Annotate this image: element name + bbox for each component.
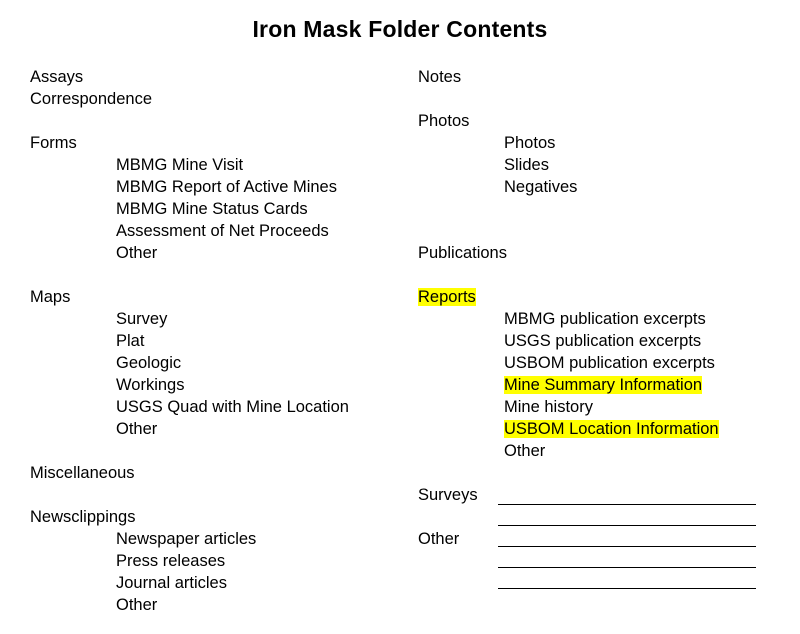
line-spacer	[418, 198, 788, 220]
item-label: Correspondence	[30, 90, 152, 108]
category-item	[30, 66, 410, 88]
item-label: Notes	[418, 68, 462, 86]
item-label: Geologic	[116, 354, 182, 372]
item-label: USGS publication excerpts	[504, 332, 702, 350]
subcategory-item	[504, 352, 788, 374]
highlighted-label: Mine Summary Information	[504, 376, 703, 394]
subcategory-item	[504, 308, 788, 330]
category-item	[30, 132, 410, 154]
line-spacer	[30, 264, 410, 286]
subcategory-item	[504, 132, 788, 154]
item-label: Negatives	[504, 178, 578, 196]
item-label: Mine history	[504, 398, 593, 416]
subcategory-item	[116, 176, 410, 198]
item-label: Newsclippings	[30, 508, 136, 526]
item-label: Other	[116, 244, 158, 262]
category-item	[30, 506, 410, 528]
item-label: USBOM publication excerpts	[504, 354, 715, 372]
item-label: Photos	[418, 112, 470, 130]
item-label: Press releases	[116, 552, 226, 570]
subcategory-item	[116, 572, 410, 594]
line-spacer	[418, 462, 788, 484]
item-label: Surveys	[418, 486, 478, 504]
subcategory-item	[504, 440, 788, 462]
blank-line	[498, 568, 756, 589]
subcategory-item	[504, 374, 788, 396]
item-label: Forms	[30, 134, 77, 152]
blank-line	[498, 547, 756, 568]
category-item	[30, 462, 410, 484]
page-title: Iron Mask Folder Contents	[252, 16, 548, 42]
item-label: Maps	[30, 288, 71, 306]
item-label: Publications	[418, 244, 507, 262]
item-label: Survey	[116, 310, 168, 328]
item-label: Workings	[116, 376, 185, 394]
line-spacer	[30, 484, 410, 506]
subcategory-item	[504, 418, 788, 440]
item-label: MBMG Mine Status Cards	[116, 200, 308, 218]
subcategory-item	[504, 330, 788, 352]
item-label: Miscellaneous	[30, 464, 135, 482]
left-column	[30, 66, 410, 616]
item-label: Photos	[504, 134, 556, 152]
item-label: Newspaper articles	[116, 530, 257, 548]
document-page	[0, 16, 800, 634]
item-label: Slides	[504, 156, 549, 174]
subcategory-item	[116, 308, 410, 330]
highlighted-label: Reports	[418, 288, 476, 306]
item-label: Assessment of Net Proceeds	[116, 222, 329, 240]
category-item	[418, 66, 788, 88]
subcategory-item	[504, 176, 788, 198]
item-label: Other	[116, 420, 158, 438]
subcategory-item	[504, 396, 788, 418]
subcategory-item	[116, 396, 410, 418]
category-item	[30, 286, 410, 308]
blank-line	[498, 505, 756, 526]
item-label: Other	[504, 442, 546, 460]
item-label: USGS Quad with Mine Location	[116, 398, 349, 416]
line-spacer	[30, 110, 410, 132]
item-label: MBMG publication excerpts	[504, 310, 706, 328]
category-item	[30, 88, 410, 110]
subcategory-item	[116, 154, 410, 176]
subcategory-item	[116, 550, 410, 572]
highlighted-label: USBOM Location Information	[504, 420, 719, 438]
subcategory-item	[116, 198, 410, 220]
blank-write-in-lines	[498, 484, 756, 589]
subcategory-item	[116, 418, 410, 440]
subcategory-item	[116, 220, 410, 242]
item-label: Plat	[116, 332, 145, 350]
item-label: Other	[116, 596, 158, 614]
line-spacer	[418, 264, 788, 286]
item-label: Other	[418, 530, 460, 548]
line-spacer	[418, 220, 788, 242]
category-item	[418, 242, 788, 264]
item-label: MBMG Mine Visit	[116, 156, 244, 174]
subcategory-item	[116, 594, 410, 616]
category-item	[418, 286, 788, 308]
item-label: MBMG Report of Active Mines	[116, 178, 337, 196]
subcategory-item	[504, 154, 788, 176]
item-label: Assays	[30, 68, 84, 86]
line-spacer	[30, 440, 410, 462]
category-item	[418, 110, 788, 132]
line-spacer	[418, 88, 788, 110]
subcategory-item	[116, 330, 410, 352]
item-label: Journal articles	[116, 574, 227, 592]
right-column	[418, 66, 788, 550]
subcategory-item	[116, 528, 410, 550]
subcategory-item	[116, 374, 410, 396]
blank-line	[498, 484, 756, 505]
subcategory-item	[116, 242, 410, 264]
blank-line	[498, 526, 756, 547]
subcategory-item	[116, 352, 410, 374]
